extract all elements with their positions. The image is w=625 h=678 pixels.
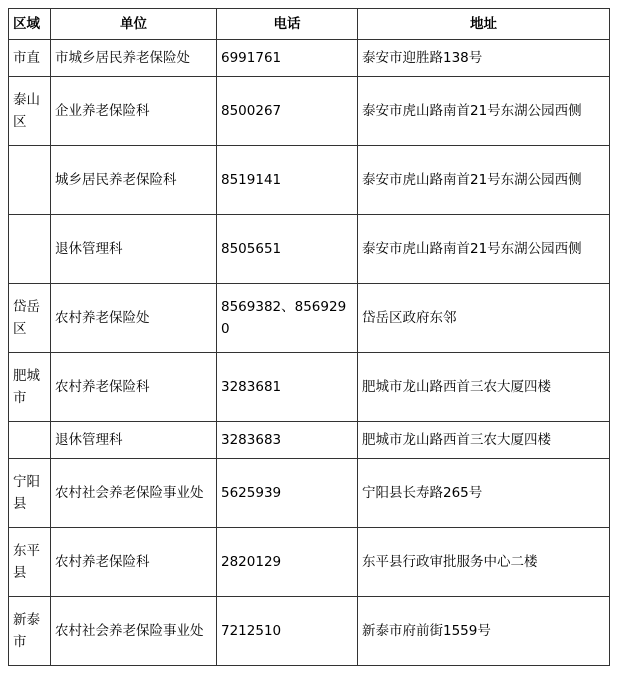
cell-phone: 7212510 <box>217 597 358 666</box>
table-row <box>9 146 610 215</box>
cell-address: 泰安市虎山路南首21号东湖公园西侧 <box>358 146 610 215</box>
cell-unit: 农村养老保险科 <box>51 353 217 422</box>
cell-unit: 市城乡居民养老保险处 <box>51 40 217 77</box>
header-region: 区域 <box>9 9 51 40</box>
cell-address: 东平县行政审批服务中心二楼 <box>358 528 610 597</box>
cell-address: 泰安市迎胜路138号 <box>358 40 610 77</box>
cell-address: 泰安市虎山路南首21号东湖公园西侧 <box>358 215 610 284</box>
cell-phone: 3283681 <box>217 353 358 422</box>
cell-address: 肥城市龙山路西首三农大厦四楼 <box>358 422 610 459</box>
table-row <box>9 40 610 77</box>
cell-unit: 退休管理科 <box>51 422 217 459</box>
cell-region: 岱岳区 <box>9 284 51 353</box>
cell-phone: 8500267 <box>217 77 358 146</box>
table-row <box>9 215 610 284</box>
cell-unit: 农村养老保险处 <box>51 284 217 353</box>
contact-table <box>8 8 610 666</box>
cell-unit: 企业养老保险科 <box>51 77 217 146</box>
table-row <box>9 459 610 528</box>
cell-address: 岱岳区政府东邻 <box>358 284 610 353</box>
cell-phone: 5625939 <box>217 459 358 528</box>
table-row <box>9 77 610 146</box>
cell-unit: 农村社会养老保险事业处 <box>51 597 217 666</box>
cell-address: 泰安市虎山路南首21号东湖公园西侧 <box>358 77 610 146</box>
cell-phone: 8505651 <box>217 215 358 284</box>
header-address: 地址 <box>358 9 610 40</box>
cell-unit: 农村养老保险科 <box>51 528 217 597</box>
table-row <box>9 597 610 666</box>
cell-phone: 8569382、8569290 <box>217 284 358 353</box>
cell-region: 宁阳县 <box>9 459 51 528</box>
cell-phone: 2820129 <box>217 528 358 597</box>
cell-phone: 3283683 <box>217 422 358 459</box>
cell-unit: 城乡居民养老保险科 <box>51 146 217 215</box>
header-row <box>9 9 610 40</box>
cell-region <box>9 146 51 215</box>
cell-unit: 退休管理科 <box>51 215 217 284</box>
table-row <box>9 528 610 597</box>
cell-phone: 8519141 <box>217 146 358 215</box>
cell-region: 泰山区 <box>9 77 51 146</box>
cell-region: 肥城市 <box>9 353 51 422</box>
table-row <box>9 284 610 353</box>
header-phone: 电话 <box>217 9 358 40</box>
cell-region: 市直 <box>9 40 51 77</box>
cell-address: 肥城市龙山路西首三农大厦四楼 <box>358 353 610 422</box>
cell-phone: 6991761 <box>217 40 358 77</box>
cell-region <box>9 422 51 459</box>
cell-address: 宁阳县长寿路265号 <box>358 459 610 528</box>
cell-address: 新泰市府前街1559号 <box>358 597 610 666</box>
cell-unit: 农村社会养老保险事业处 <box>51 459 217 528</box>
table-row <box>9 353 610 422</box>
header-unit: 单位 <box>51 9 217 40</box>
table-row <box>9 422 610 459</box>
cell-region: 东平县 <box>9 528 51 597</box>
cell-region: 新泰市 <box>9 597 51 666</box>
cell-region <box>9 215 51 284</box>
